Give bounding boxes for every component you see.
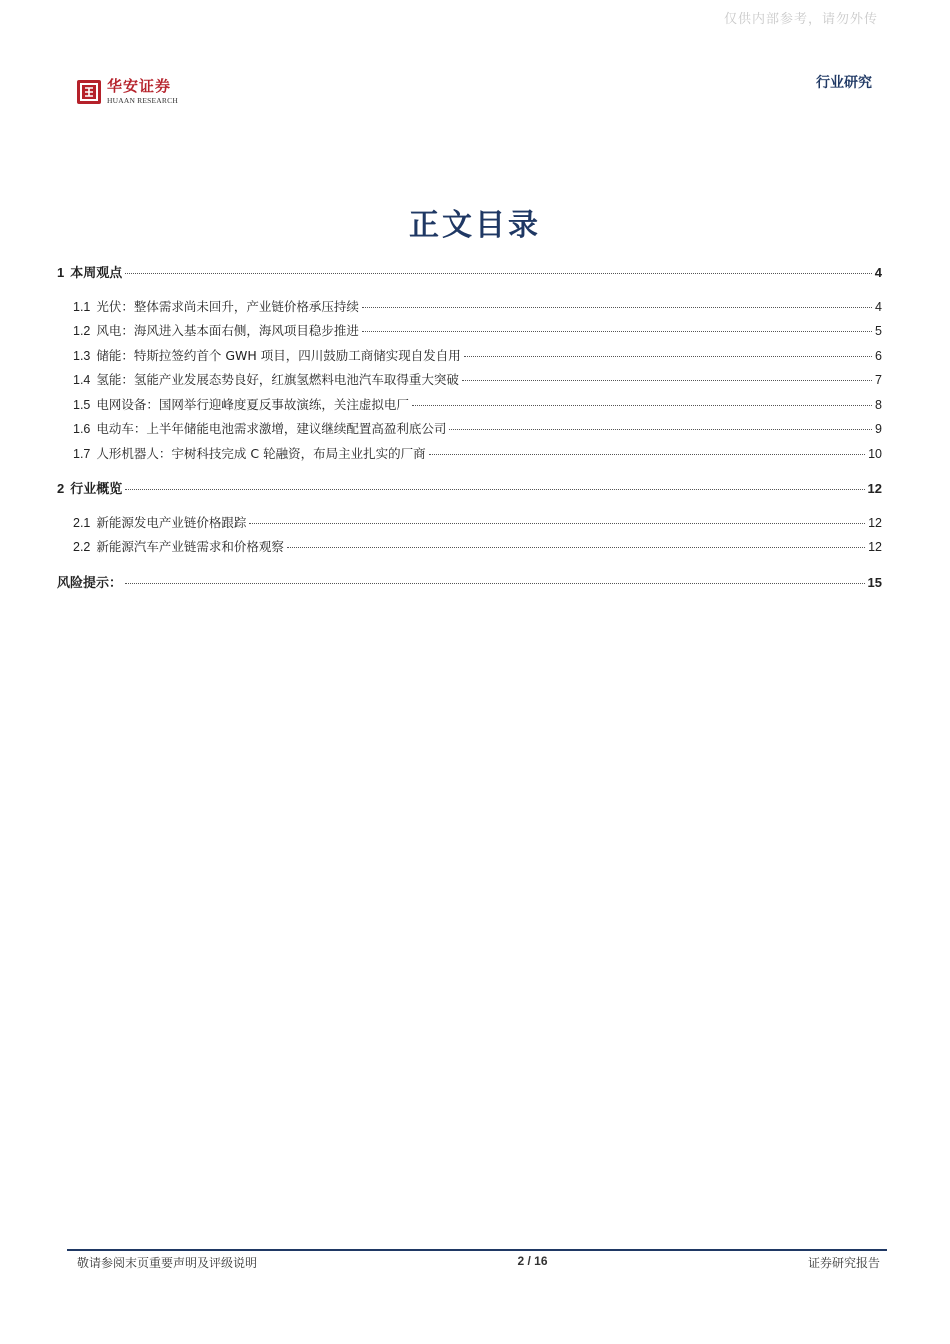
toc-leader-dots: [429, 454, 866, 455]
toc-entry[interactable]: [57, 513, 882, 538]
toc-entry-text: 新能源发电产业链价格跟踪: [96, 514, 247, 530]
toc-entry-page: 10: [868, 446, 882, 461]
toc-entry[interactable]: [57, 444, 882, 469]
toc-entry-page: 4: [874, 265, 882, 280]
toc-leader-dots: [249, 523, 865, 524]
toc-entry-label: [57, 262, 122, 281]
toc-entry-label: [57, 478, 122, 497]
toc-leader-dots: [362, 307, 872, 308]
toc-entry[interactable]: [57, 478, 882, 503]
watermark-text: 仅供内部参考，请勿外传: [723, 12, 878, 27]
toc-entry-label: [73, 513, 246, 531]
toc-entry-text: 新能源汽车产业链需求和价格观察: [96, 539, 284, 554]
toc-entry-label: [73, 444, 426, 462]
toc-entry-number: 1.3: [73, 348, 91, 363]
toc-entry[interactable]: [57, 537, 882, 562]
toc-leader-dots: [412, 405, 872, 406]
footer-disclaimer: 敬请参阅末页重要声明及评级说明: [77, 1256, 258, 1270]
toc-entry-label: [73, 297, 359, 315]
toc-entry-number: 1.2: [73, 324, 91, 338]
toc-entry-number: 1.7: [73, 446, 91, 461]
table-of-contents: [57, 262, 882, 596]
toc-entry-number: 1.5: [73, 397, 91, 412]
toc-entry[interactable]: [57, 346, 882, 371]
toc-entry-text: 电网设备：国网举行迎峰度夏反事故演练，关注虚拟电厂: [96, 396, 409, 412]
toc-entry-text: 电动车：上半年储能电池需求激增，建议继续配置高盈利底公司: [96, 421, 447, 436]
toc-leader-dots: [125, 489, 864, 490]
toc-entry-page: 12: [868, 515, 882, 530]
toc-entry-number: 2.2: [73, 540, 91, 554]
toc-entry-page: 4: [875, 299, 882, 314]
toc-leader-dots: [125, 273, 872, 274]
footer-divider: [67, 1249, 887, 1251]
toc-entry-label: [73, 321, 359, 339]
toc-entry-page: 5: [875, 324, 882, 338]
toc-entry[interactable]: [57, 321, 882, 346]
footer-report-type: 证券研究报告: [807, 1256, 880, 1270]
toc-leader-dots: [464, 356, 872, 357]
toc-entry-text: 本周观点: [70, 266, 123, 281]
toc-entry-label: [73, 346, 461, 364]
toc-entry[interactable]: [57, 419, 882, 444]
page-title: 正文目录: [409, 208, 541, 243]
toc-entry[interactable]: [57, 572, 882, 597]
toc-entry-label: [73, 419, 446, 437]
toc-leader-dots: [449, 429, 872, 430]
toc-entry-label: [73, 395, 409, 413]
toc-entry-page: 12: [867, 481, 882, 496]
report-category: 行业研究: [816, 75, 872, 91]
toc-leader-dots: [462, 380, 872, 381]
toc-entry-page: 7: [875, 373, 882, 387]
page-total: 16: [534, 1254, 548, 1268]
logo-english-name: HUAAN RESEARCH: [107, 96, 178, 105]
footer: [77, 1254, 880, 1271]
toc-entry-number: 2.1: [73, 515, 91, 530]
toc-leader-dots: [287, 547, 865, 548]
page-current: 2: [517, 1254, 525, 1268]
toc-entry-text: 氢能：氢能产业发展态势良好，红旗氢燃料电池汽车取得重大突破: [96, 372, 459, 387]
toc-entry-label: [57, 572, 122, 591]
toc-entry-page: 9: [875, 422, 882, 436]
toc-entry-number: 1: [57, 265, 65, 280]
toc-entry-text: 风电：海风进入基本面右侧，海风项目稳步推进: [96, 323, 359, 338]
toc-entry-text: 光伏：整体需求尚未回升，产业链价格承压持续: [96, 298, 359, 314]
toc-entry-label: [73, 537, 284, 555]
toc-entry-number: 1.1: [73, 299, 91, 314]
toc-entry-number: 1.4: [73, 373, 91, 387]
toc-entry-label: [73, 370, 459, 388]
toc-entry[interactable]: [57, 370, 882, 395]
toc-entry-page: 15: [867, 574, 882, 590]
company-logo: [77, 78, 178, 105]
toc-entry-number: 2: [57, 481, 65, 496]
toc-entry-number: 1.6: [73, 422, 91, 436]
toc-entry-text: 行业概览: [70, 482, 123, 497]
page-number: 2 / 16: [517, 1254, 548, 1268]
toc-entry-page: 12: [868, 540, 882, 554]
toc-entry-page: 8: [875, 397, 882, 412]
seal-icon: [77, 80, 101, 104]
toc-leader-dots: [125, 583, 865, 584]
toc-entry[interactable]: [57, 395, 882, 420]
toc-entry-text: 人形机器人：宇树科技完成 C 轮融资，布局主业扎实的厂商: [96, 445, 426, 461]
toc-entry[interactable]: [57, 297, 882, 322]
toc-entry[interactable]: [57, 262, 882, 287]
logo-chinese-name: 华安证券: [107, 77, 172, 95]
toc-entry-text: 风险提示：: [57, 575, 123, 591]
toc-entry-page: 6: [875, 348, 882, 363]
toc-entry-text: 储能：特斯拉签约首个 GWH 项目，四川鼓励工商储实现自发自用: [96, 347, 461, 363]
toc-leader-dots: [362, 331, 872, 332]
